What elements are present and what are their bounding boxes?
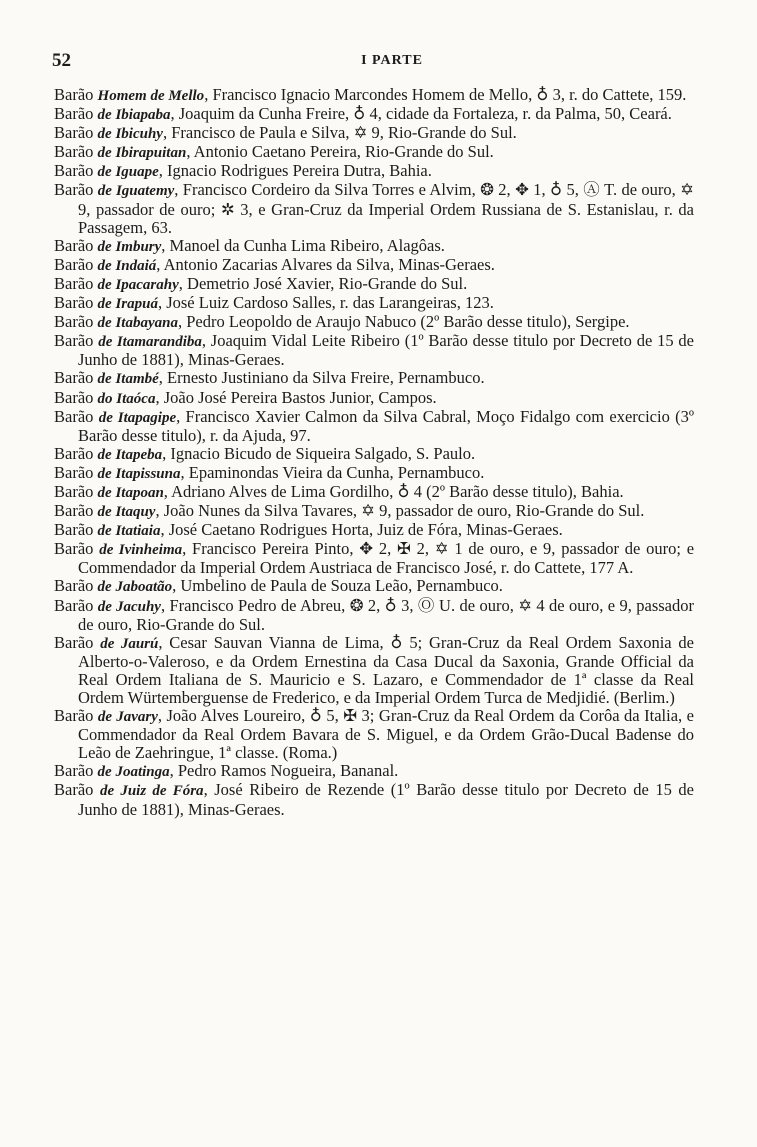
list-item bbox=[54, 105, 694, 124]
entry-text: , João Alves Loureiro, ♁ 5, ✠ 3; Gran-Cruz da Real Ordem da Corôa da Italia, e Commendador da Real Ordem Bavara de S. Miguel, e da Ordem Grão-Ducal Badense do Leão de Zaehringue, 1ª classe. (Roma.) bbox=[78, 706, 695, 763]
entry-text: , Antonio Zacarias Alvares da Silva, Minas-Geraes. bbox=[156, 254, 495, 274]
entry-prefix: Barão bbox=[54, 331, 94, 351]
entry-title: de Ipacarahy bbox=[97, 276, 179, 293]
entry-title: de Ibirapuitan bbox=[97, 145, 187, 162]
page-number: 52 bbox=[52, 50, 71, 71]
entry-title: de Imbury bbox=[97, 238, 162, 255]
entry-prefix: Barão bbox=[54, 85, 94, 104]
entry-text: , Francisco Pedro de Abreu, ❂ 2, ♁ 3, Ⓞ U. de ouro, ✡ 4 de ouro, e 9, passador de ouro, Rio-Grande do Sul. bbox=[78, 595, 694, 634]
entry-text: , João José Pereira Bastos Junior, Campos. bbox=[155, 387, 437, 407]
list-item bbox=[54, 181, 694, 236]
entry-title: de Iguape bbox=[97, 164, 159, 181]
entry-prefix: Barão bbox=[54, 254, 94, 274]
entry-title: de Irapuá bbox=[97, 296, 158, 313]
entry-title: de Ivinheima bbox=[99, 542, 183, 559]
entry-prefix: Barão bbox=[54, 235, 94, 255]
entry-text: , Francisco de Paula e Silva, ✡ 9, Rio-Grande do Sul. bbox=[162, 123, 517, 143]
entry-text: , Joaquim Vidal Leite Ribeiro (1º Barão desse titulo por Decreto de 15 de Junho de 1881), Minas-Geraes. bbox=[78, 331, 695, 370]
list-item bbox=[54, 313, 694, 332]
entry-title: de Itabayana bbox=[97, 315, 178, 332]
entry-title: de Iguatemy bbox=[97, 183, 175, 200]
entry-text: , Francisco Xavier Calmon da Silva Cabral, Moço Fidalgo com exercicio (3º Barão desse titulo), r. da Ajuda, 97. bbox=[78, 406, 694, 445]
list-item bbox=[54, 237, 694, 256]
entry-title: de Itambé bbox=[97, 371, 159, 388]
entry-text: , Pedro Leopoldo de Araujo Nabuco (2º Barão desse titulo), Sergipe. bbox=[177, 312, 630, 332]
entry-prefix: Barão bbox=[54, 161, 94, 181]
list-item bbox=[54, 597, 694, 634]
entry-text: , Francisco Ignacio Marcondes Homem de Mello, ♁ 3, r. do Cattete, 159. bbox=[204, 85, 687, 104]
entry-text: , Francisco Cordeiro da Silva Torres e Alvim, ❂ 2, ✥ 1, ♁ 5, Ⓐ T. de ouro, ✡ 9, passador de ouro; ✲ 3, e Gran-Cruz da Imperial Ordem Russiana de S. Estanislau, r. da Passagem, 63. bbox=[78, 180, 694, 237]
entry-title: de Itapoan bbox=[97, 484, 164, 501]
list-item bbox=[54, 275, 694, 294]
entry-list bbox=[54, 86, 694, 819]
entry-prefix: Barão bbox=[54, 501, 94, 521]
list-item bbox=[54, 86, 694, 105]
list-item bbox=[54, 707, 694, 762]
entry-title: de Juiz de Fóra bbox=[99, 783, 204, 800]
entry-text: , Cesar Sauvan Vianna de Lima, ♁ 5; Gran-Cruz da Real Ordem Saxonia de Alberto-o-Valeroso, e da Ordem Ernestina da Casa Ducal da Saxonia, Grande Official da Real Ordem Italiana de S. Mauricio e S. Lazaro, e Commendador de 1ª classe da Real Ordem Würtemberguense de Frederico, e da Imperial Ordem Turca de Medjidié. (Berlim.) bbox=[78, 632, 694, 707]
entry-prefix: Barão bbox=[54, 780, 94, 800]
entry-title: de Jaboatão bbox=[97, 579, 173, 596]
list-item bbox=[54, 521, 694, 540]
list-item bbox=[54, 389, 694, 408]
entry-text: , João Nunes da Silva Tavares, ✡ 9, passador de ouro, Rio-Grande do Sul. bbox=[155, 501, 645, 521]
entry-text: , Joaquim da Cunha Freire, ♁ 4, cidade da Fortaleza, r. da Palma, 50, Ceará. bbox=[170, 104, 672, 124]
entry-title: de Ibicuhy bbox=[97, 126, 163, 143]
list-item bbox=[54, 445, 694, 464]
running-head: I PARTE bbox=[361, 53, 423, 68]
entry-title: de Joatinga bbox=[97, 764, 170, 781]
list-item bbox=[54, 502, 694, 521]
entry-text: , Adriano Alves de Lima Gordilho, ♁ 4 (2º Barão desse titulo), Bahia. bbox=[163, 481, 624, 501]
entry-prefix: Barão bbox=[54, 481, 94, 501]
entry-title: de Jaurú bbox=[100, 635, 159, 652]
entry-title: de Itamarandiba bbox=[98, 334, 202, 351]
list-item bbox=[54, 781, 694, 818]
entry-prefix: Barão bbox=[54, 273, 94, 293]
entry-title: de Jacuhy bbox=[97, 598, 161, 615]
entry-text: , José Caetano Rodrigues Horta, Juiz de Fóra, Minas-Geraes. bbox=[160, 520, 563, 540]
list-item bbox=[54, 483, 694, 502]
entry-text: , Antonio Caetano Pereira, Rio-Grande do Sul. bbox=[186, 142, 494, 162]
entry-text: , Umbelino de Paula de Souza Leão, Pernambuco. bbox=[172, 576, 503, 596]
entry-prefix: Barão bbox=[54, 123, 94, 143]
entry-title: de Javary bbox=[97, 709, 158, 726]
entry-prefix: Barão bbox=[54, 443, 94, 463]
list-item bbox=[54, 762, 694, 781]
entry-prefix: Barão bbox=[54, 462, 94, 482]
entry-title: de Itapagipe bbox=[98, 409, 177, 426]
entry-prefix: Barão bbox=[54, 104, 94, 124]
entry-prefix: Barão bbox=[54, 576, 94, 596]
entry-prefix: Barão bbox=[54, 539, 94, 559]
entry-text: , Ignacio Bicudo de Siqueira Salgado, S. Paulo. bbox=[162, 443, 476, 463]
entry-title: Homem de Mello bbox=[97, 88, 205, 104]
entry-text: , Francisco Pereira Pinto, ✥ 2, ✠ 2, ✡ 1 de ouro, e 9, passador de ouro; e Commendador da Imperial Ordem Austriaca de Francisco José, r. do Cattete, 177 A. bbox=[78, 539, 695, 578]
entry-title: de Ibiapaba bbox=[97, 107, 171, 124]
list-item bbox=[54, 408, 694, 445]
list-item bbox=[54, 162, 694, 181]
entry-text: , José Ribeiro de Rezende (1º Barão desse titulo por Decreto de 15 de Junho de 1881), Minas-Geraes. bbox=[78, 780, 694, 819]
entry-prefix: Barão bbox=[54, 312, 94, 332]
entry-prefix: Barão bbox=[54, 406, 94, 426]
list-item bbox=[54, 369, 694, 388]
list-item bbox=[54, 143, 694, 162]
list-item bbox=[54, 634, 694, 707]
entry-title: de Itapeba bbox=[97, 446, 163, 463]
entry-prefix: Barão bbox=[54, 520, 94, 540]
entry-text: , Pedro Ramos Nogueira, Bananal. bbox=[169, 761, 399, 781]
entry-prefix: Barão bbox=[54, 387, 94, 407]
entry-prefix: Barão bbox=[54, 293, 94, 313]
list-item bbox=[54, 540, 694, 577]
entry-text: , José Luiz Cardoso Salles, r. das Larangeiras, 123. bbox=[157, 293, 494, 313]
entry-title: de Itapissuna bbox=[97, 465, 181, 482]
entry-prefix: Barão bbox=[54, 595, 94, 615]
list-item bbox=[54, 294, 694, 313]
list-item bbox=[54, 332, 694, 369]
entry-title: do Itaóca bbox=[97, 390, 156, 407]
entry-prefix: Barão bbox=[54, 180, 94, 200]
entry-prefix: Barão bbox=[54, 142, 94, 162]
entry-text: , Demetrio José Xavier, Rio-Grande do Sul. bbox=[178, 273, 468, 293]
entry-prefix: Barão bbox=[54, 368, 94, 388]
list-item bbox=[54, 464, 694, 483]
entry-prefix: Barão bbox=[54, 761, 94, 781]
list-item bbox=[54, 577, 694, 596]
entry-prefix: Barão bbox=[54, 706, 94, 726]
entry-title: de Indaiá bbox=[97, 257, 157, 274]
entry-title: de Itatiaia bbox=[97, 523, 161, 540]
entry-text: , Ernesto Justiniano da Silva Freire, Pernambuco. bbox=[158, 368, 485, 388]
entry-text: , Epaminondas Vieira da Cunha, Pernambuco. bbox=[180, 462, 485, 482]
entry-title: de Itaquy bbox=[97, 504, 156, 521]
entry-text: , Manoel da Cunha Lima Ribeiro, Alagôas. bbox=[161, 235, 445, 255]
list-item bbox=[54, 124, 694, 143]
page-header bbox=[52, 50, 732, 74]
entry-text: , Ignacio Rodrigues Pereira Dutra, Bahia. bbox=[158, 161, 432, 181]
list-item bbox=[54, 256, 694, 275]
entry-prefix: Barão bbox=[54, 632, 94, 652]
